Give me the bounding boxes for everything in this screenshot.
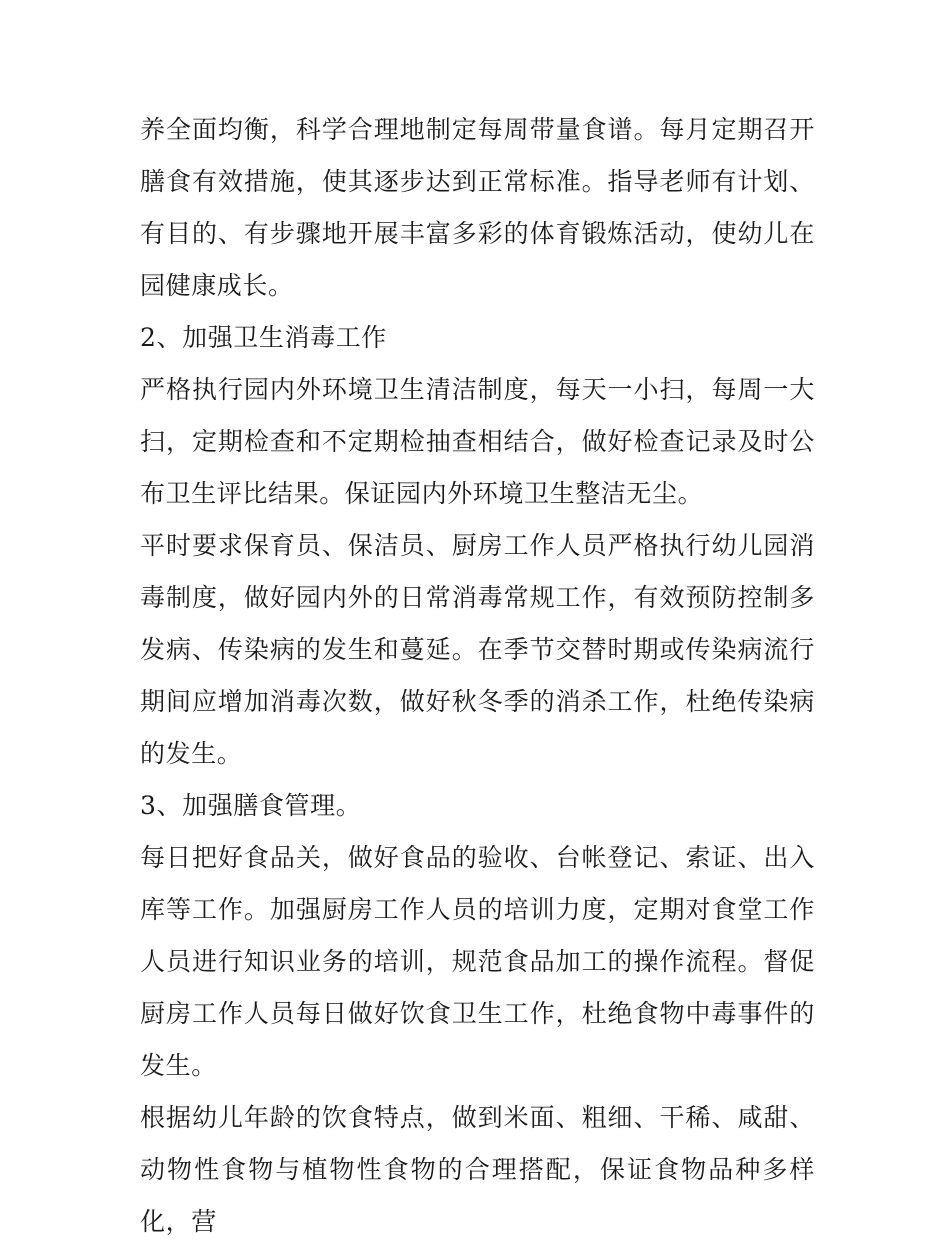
document-body <box>140 104 815 1248</box>
paragraph-diet-balance: 根据幼儿年龄的饮食特点，做到米面、粗细、干稀、咸甜、动物性食物与植物性食物的合理搭配，保证食物品种多样化，营 <box>140 1103 815 1236</box>
paragraph-environment-cleaning: 严格执行园内外环境卫生清洁制度，每天一小扫，每周一大扫，定期检查和不定期检抽查相结合，做好检查记录及时公布卫生评比结果。保证园内外环境卫生整洁无尘。 <box>140 375 815 508</box>
paragraph-nutrition-growth: 养全面均衡，科学合理地制定每周带量食谱。每月定期召开膳食有效措施，使其逐步达到正常标准。指导老师有计划、有目的、有步骤地开展丰富多彩的体育锻炼活动，使幼儿在园健康成长。 <box>140 115 815 300</box>
section-heading-meal-management: 3、加强膳食管理。 <box>140 791 362 820</box>
paragraph-food-safety: 每日把好食品关，做好食品的验收、台帐登记、索证、出入库等工作。加强厨房工作人员的培训力度，定期对食堂工作人员进行知识业务的培训，规范食品加工的操作流程。督促厨房工作人员每日做好饮食卫生工作，杜绝食物中毒事件的发生。 <box>140 843 815 1080</box>
paragraph-disinfection-system: 平时要求保育员、保洁员、厨房工作人员严格执行幼儿园消毒制度，做好园内外的日常消毒常规工作，有效预防控制多发病、传染病的发生和蔓延。在季节交替时期或传染病流行期间应增加消毒次数，做好秋冬季的消杀工作，杜绝传染病的发生。 <box>140 531 815 768</box>
section-heading-hygiene-disinfection: 2、加强卫生消毒工作 <box>140 323 387 352</box>
